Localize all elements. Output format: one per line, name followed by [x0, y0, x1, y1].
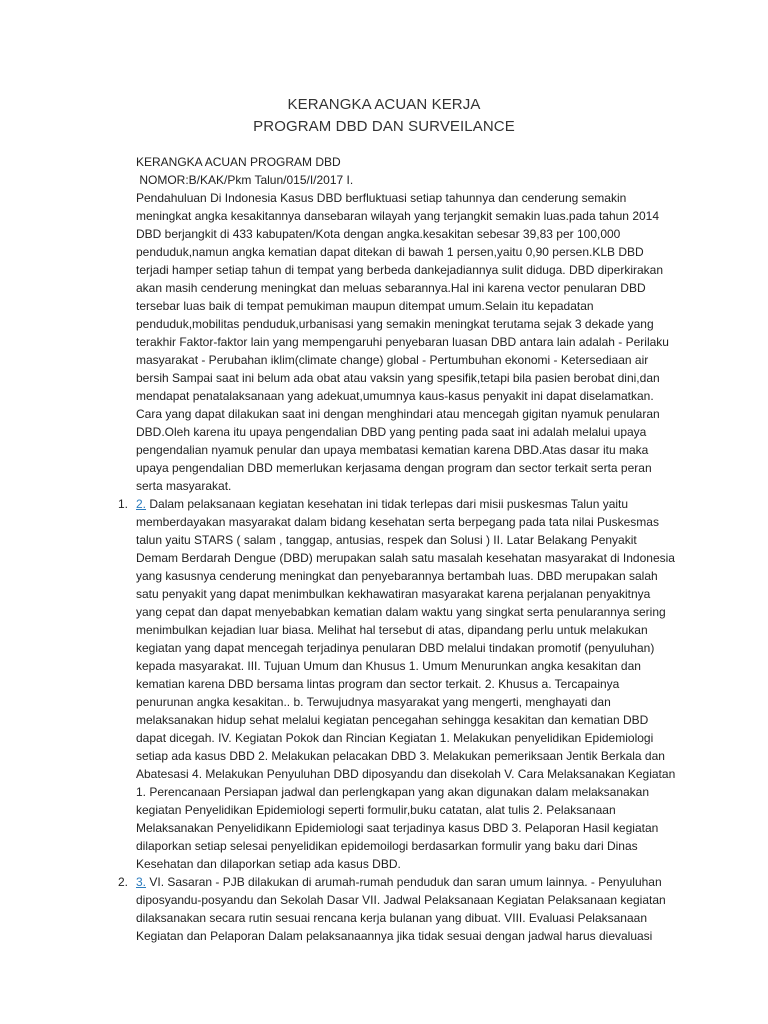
document-body: [117, 153, 676, 945]
list-item-link[interactable]: 3.: [136, 875, 147, 889]
list-item-link[interactable]: 2.: [136, 497, 147, 511]
list-item: [117, 873, 676, 945]
list-item-number: 1.: [117, 497, 128, 511]
section-heading: KERANGKA ACUAN PROGRAM DBD: [136, 155, 341, 169]
document-number: NOMOR:B/KAK/Pkm Talun/015/I/2017 I.: [136, 173, 354, 187]
list-item-text: Dalam pelaksanaan kegiatan kesehatan ini tidak terlepas dari misii puskesmas Talun yaitu memberdayakan masyarakat dalam bidang kesehatan serta berpegang pada tata nilai Puskesmas talun yaitu STARS ( salam , tanggap, antusias, respek dan Solusi ) II. Latar Belakang Penyakit Demam Berdarah Dengue (DBD) merupakan salah satu masalah kesehatan masyarakat di Indonesia yang kasusnya cenderung meningkat dan penyebarannya bertambah luas. DBD merupakan salah satu penyakit yang dapat menimbulkan kekhawatiran masyarakat karena perjalanan penyakitnya yang cepat dan dapat menyebabkan kematian dalam waktu yang singkat serta penularannya sering menimbulkan kejadian luar biasa. Melihat hal tersebut di atas, dipandang perlu untuk melakukan kegiatan yang dapat mencegah terjadinya penularan DBD melalui tindakan promotif (penyuluhan) kepada masyarakat. III. Tujuan Umum dan Khusus 1. Umum Menurunkan angka kesakitan dan kematian karena DBD bersama lintas program dan sector terkait. 2. Khusus a. Tercapainya penurunan angka kesakitan.. b. Terwujudnya masyarakat yang mengerti, menghayati dan melaksanakan hidup sehat melalui kegiatan pencegahan sehingga kesakitan dan kematian DBD dapat dicegah. IV. Kegiatan Pokok dan Rincian Kegiatan 1. Melakukan penyelidikan Epidemiologi setiap ada kasus DBD 2. Melakukan pelacakan DBD 3. Melakukan pemeriksaan Jentik Berkala dan Abatesasi 4. Melakukan Penyuluhan DBD diposyandu dan disekolah V. Cara Melaksanakan Kegiatan 1. Perencanaan Persiapan jadwal dan perlengkapan yang akan digunakan dalam melaksanakan kegiatan Penyelidikan Epidemiologi seperti formulir,buku catatan, alat tulis 2. Pelaksanaan Melaksanakan Penyelidikann Epidemiologi saat terjadinya kasus DBD 3. Pelaporan Hasil kegiatan dilaporkan setiap selesai penyelidikan epidemoilogi berdasarkan formulir yang baku dari Dinas Kesehatan dan dilaporkan setiap ada kasus DBD.: [136, 497, 676, 871]
list-item-text: VI. Sasaran - PJB dilakukan di arumah-rumah penduduk dan saran umum lainnya. - Penyuluhan diposyandu-posyandu dan Sekolah Dasar VII. Jadwal Pelaksanaan Kegiatan Pelaksanaan kegiatan dilaksanakan secara rutin sesuai rencana kerja bulanan yang dibuat. VIII. Evaluasi Pelaksanaan Kegiatan dan Pelaporan Dalam pelaksanaannya jika tidak sesuai dengan jadwal harus dievaluasi: [136, 875, 666, 943]
title-line-1: KERANGKA ACUAN KERJA: [287, 96, 481, 113]
title-line-2: PROGRAM DBD DAN SURVEILANCE: [253, 118, 515, 135]
list-item: [117, 495, 676, 873]
list-item-number: 2.: [117, 875, 128, 889]
numbered-list: [117, 495, 676, 945]
document-title: [0, 94, 768, 138]
intro-paragraph: Pendahuluan Di Indonesia Kasus DBD berfluktuasi setiap tahunnya dan cenderung semakin meningkat angka kesakitannya dansebaran wilayah yang terjangkit semakin luas.pada tahun 2014 DBD berjangkit di 433 kabupaten/Kota dengan angka.kesakitan sebesar 39,83 per 100,000 penduduk,namun angka kematian dapat ditekan di bawah 1 persen,yaitu 0,90 persen.KLB DBD terjadi hamper setiap tahun di tempat yang berbeda dankejadiannya sulit diduga. DBD diperkirakan akan masih cenderung meningkat dan meluas sebarannya.Hal ini karena vector penularan DBD tersebar luas baik di tempat pemukiman maupun ditempat umum.Selain itu kepadatan penduduk,mobilitas penduduk,urbanisasi yang semakin meningkat terutama sejak 3 dekade yang terakhir Faktor-faktor lain yang mempengaruhi penyebaran luasan DBD antara lain adalah - Perilaku masyarakat - Perubahan iklim(climate change) global - Pertumbuhan ekonomi - Ketersediaan air bersih Sampai saat ini belum ada obat atau vaksin yang spesifik,tetapi bila pasien berobat dini,dan mendapat penatalaksanaan yang adekuat,umumnya kaus-kasus penyakit ini dapat diselamatkan. Cara yang dapat dilakukan saat ini dengan menghindari atau mencegah gigitan nyamuk penularan DBD.Oleh karena itu upaya pengendalian DBD yang penting pada saat ini adalah melalui upaya pengendalian nyamuk penular dan upaya membatasi kematian karena DBD.Atas dasar itu maka upaya pengendalian DBD memerlukan kerjasama dengan program dan sector terkait serta peran serta masyarakat.: [136, 191, 669, 493]
